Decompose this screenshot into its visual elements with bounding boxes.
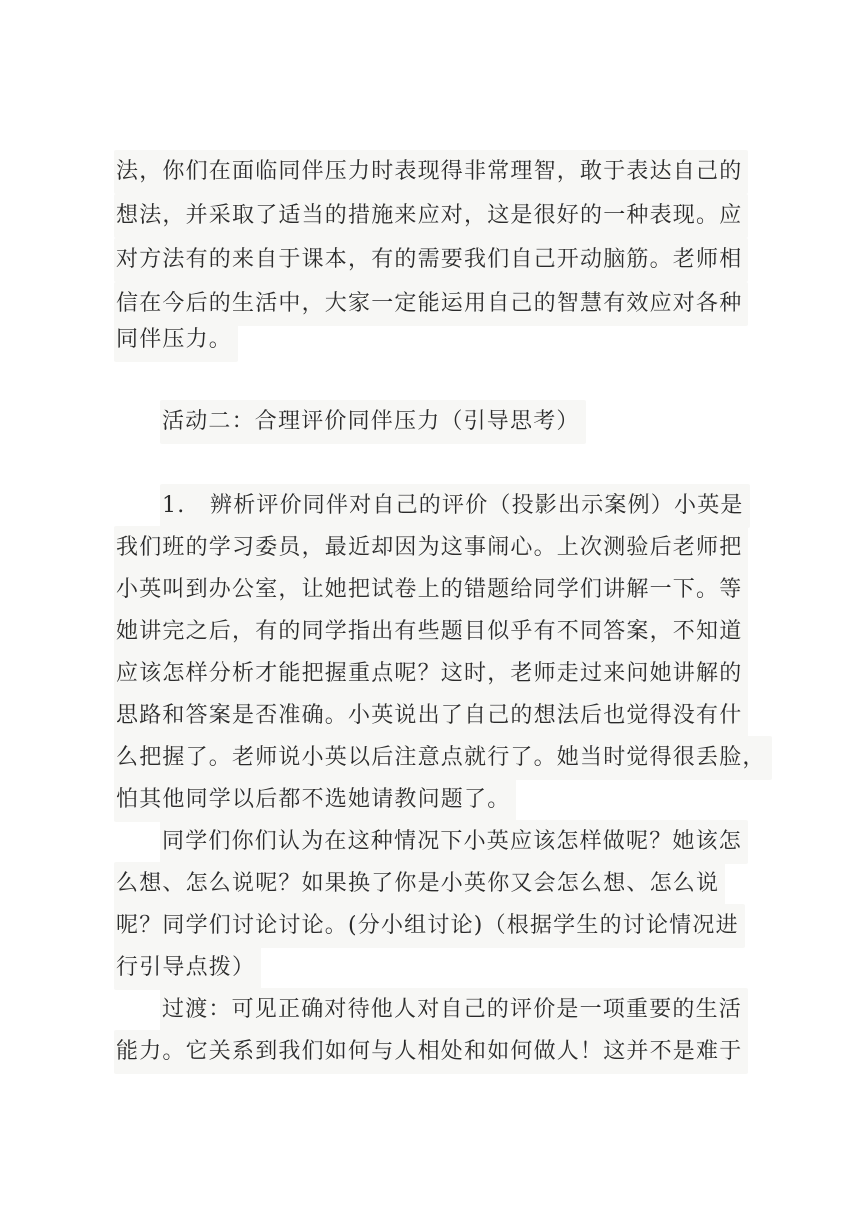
transition-line-2: 能力。它关系到我们如何与人相处和如何做人！这并不是难于 [114,1030,748,1074]
paragraph-1-line-2: 想法，并采取了适当的措施来应对，这是很好的一种表现。应 [114,194,748,238]
case-paragraph-line-8: 怕其他同学以后都不选她请教问题了。 [114,778,516,822]
case-paragraph-line-1 [160,484,750,528]
list-number: 1. [162,493,186,518]
discussion-line-4: 行引导点拨） [114,946,261,990]
discussion-line-1: 同学们你们认为在这种情况下小英应该怎样做呢？她该怎 [160,820,748,864]
paragraph-1-line-5: 同伴压力。 [114,318,238,362]
transition-line-1: 过渡：可见正确对待他人对自己的评价是一项重要的生活 [160,988,748,1032]
paragraph-1-line-1: 法，你们在面临同伴压力时表现得非常理智，敢于表达自己的 [114,150,748,194]
case-paragraph-line-2: 我们班的学习委员，最近却因为这事闹心。上次测验后老师把 [114,526,748,570]
case-paragraph-line-4: 她讲完之后，有的同学指出有些题目似乎有不同答案，不知道 [114,610,748,654]
case-paragraph-line-6: 思路和答案是否准确。小英说出了自己的想法后也觉得没有什 [114,694,748,738]
case-paragraph-line-7: 么把握了。老师说小英以后注意点就行了。她当时觉得很丢脸， [114,736,772,780]
case-paragraph-line-3: 小英叫到办公室，让她把试卷上的错题给同学们讲解一下。等 [114,568,748,612]
case-paragraph-line-1-text: 辨析评价同伴对自己的评价（投影出示案例）小英是 [210,493,744,518]
case-paragraph-line-5: 应该怎样分析才能把握重点呢？这时，老师走过来问她讲解的 [114,652,748,696]
discussion-line-3: 呢？同学们讨论讨论。(分小组讨论)（根据学生的讨论情况进 [114,904,745,948]
paragraph-1-line-4: 信在今后的生活中，大家一定能运用自己的智慧有效应对各种 [114,282,748,326]
activity-heading: 活动二：合理评价同伴压力（引导思考） [160,400,586,444]
discussion-line-2: 么想、怎么说呢？如果换了你是小英你又会怎么想、怎么说 [114,862,725,906]
paragraph-1-line-3: 对方法有的来自于课本，有的需要我们自己开动脑筋。老师相 [114,238,748,282]
